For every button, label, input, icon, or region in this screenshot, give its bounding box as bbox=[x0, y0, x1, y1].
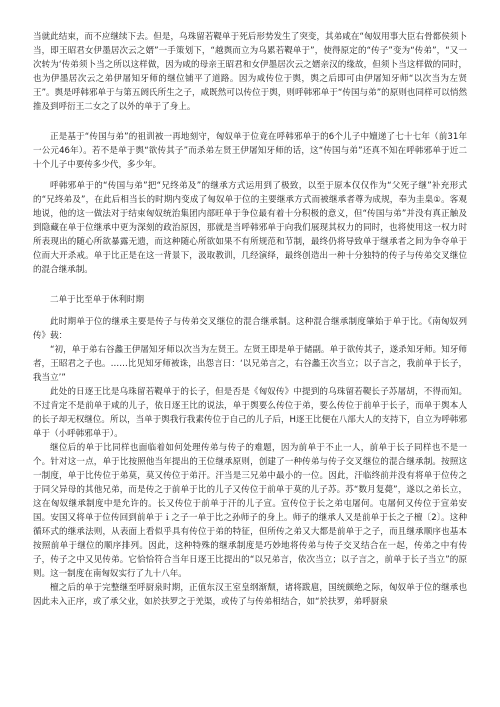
paragraph-8: 檀之后的单于完整继至呼厨泉时期，正值东汉王室皇纲渐颓，诸将跋扈，国统颇绝之际，匈奴单于位的继承也因此未入正序，或了承父业，如於扶罗之于羌渠，或传了与传弟相结合，如“於扶罗，弟呼厨泉 bbox=[33, 583, 467, 607]
paragraph-1: 当就此结束，而不应继续下去。但是，乌珠留若鞮单于死后形势发生了突变，其弟咸在“匈奴用事大臣右骨都侯须卜当，即王昭君女伊墨居次云之婿”一手策划下，“越舆而立为乌累若鞮单于”，使得原定的“传子”变为“传弟”，“又一次转为‘传弟须卜当之所以这样做，因为咸的母亲王昭君和女伊墨居次云之婿亲汉的缘故，但须卜当这样做的同时，也为伊墨居次云之弟伊屠知牙师的继位铺平了道路。因为咸传位于舆，舆之后即可由伊屠知牙师“以次当为左贤王”。舆是呼韩邪单于与第五阏氏所生之子，咸既然可以传位于舆，则呼韩邪单于“传国与弟”的原则也同样可以悄然推及到呼衍王二女之了以外的单于了身上。 bbox=[33, 32, 467, 112]
paragraph-5-quote: “初，单于弟右谷蠡王伊屠知牙师以次当为左贤王。左贤王即是单于储副。单于欲传其子，遂杀知牙师。知牙师者，王昭君之子也。……比见知牙师被诛，出怨言曰：‘以兄弟言之，右谷蠡王次当立；以子言之，我前单于长子，我当立’” bbox=[33, 345, 467, 383]
paragraph-6: 此处的日逐王比是乌珠留若鞮单于的长子，但是否是《匈奴传》中提到的乌珠留若鞮长子苏屠胡，不得而知。不过肯定不是前单于咸的儿子，依日逐王比的说法，单于舆要么传位于弟，要么传位于前单于长子，而单于舆本人的长子却无权继位。所以，当单于舆我行我素传位于自己的儿子后，H逐王比便在八部大人的支持下，自立为呼韩邪单于（小呼韩邪单于）。 bbox=[33, 387, 467, 439]
section-heading: 二单于比至单于休利时期 bbox=[50, 295, 145, 305]
paragraph-7: 继位后的单于比同样也面临着如何处理传弟与传子的难题，因为前单于不止一人，前单于长子同样也不是一个。针对这一点，单于比按照他当年提出的王位继承原则，创建了一种传弟与传子交叉继位的混合继承制。按照这一制度，单于比传位于弟莫，莫又传位于弟汗。汗当是三兄弟中最小的一位。因此，汗临终前并没有将单于位传之于同父异母的其他兄弟，而是传之于前单于比的儿子又传位于前单于莫的儿子苏。苏“数月复薨”，遂以之弟长立，这在匈奴继承制度中是允许的。长又传位于前单于汗的儿子宣。宣传位于长之弟屯屠何。屯屠何又传位于宣弟安国。安国又将单于位传回到前单于ｉ之子一单于比之孙师子的身上。师子的继承人又是前单于长之子檀〔2〕。这种循环式的继承法则，从表面上看似乎具有传位于弟的特征，但所传之弟又大都是前单于之子，而且继承顺序也基本按照前单于继位的顺序排列。因此，这种特殊的继承制度是巧妙地将传弟与传子交叉结合在一起，传弟之中有传子，传子之中又见传弟。它恰恰符合当年日逐王比提出的“以兄弟言，依次当立；以子言之，前单于长子当立”的原则。这一制度在南匈奴实行了九十八年。 bbox=[33, 443, 467, 579]
paragraph-2: 正是基于“传国与弟”的祖训被一再地刻守，匈奴单于位竟在呼韩邪单于的6个儿子中嬗递了七十七年（前31年一公元46年）。若不是单于舆“欲传其子”而杀弟左贤王伊屠知牙师的话，这“传国与弟”还真不知在呼韩邪单于近二十个儿子中要传多少代，多少年。 bbox=[33, 132, 467, 170]
paragraph-3: 呼韩邪单于的“传国与弟”把“兄终弟及”的继承方式运用到了极致，以至于原本仅仅作为“父死子继”补充形式的“兄终弟及”，在此后相当长的时期内变成了匈奴单于位的主要继承方式而被继承者尊为成规，奉为圭臬①。客观地说，他的这一做法对于结束匈奴统治集团内部旺单于争位最有着十分积极的意义，但“传国与弟”并没有真正触及到隐藏在单于位继承中更为深刻的政治原因，那就是当呼韩邪单于向我们展现其权力的同时，也将使用这一权力时所表现出的随心所欲暴露无遗，而这种随心所欲如果不有所规范和节制，最终仍将导致单于继承者之间为争夺单于位而大开杀戒。单于比正是在这一背景下，汲取教训，几经演绎，最终创造出一种十分独特的传子与传弟交叉继位的混合继承制。 bbox=[33, 181, 468, 275]
paragraph-4: 此时期单于位的继承主要是传子与传弟交叉继位的混合继承制。这种混合继承制度肇始于单于比。《南匈奴列传》载： bbox=[33, 317, 467, 341]
